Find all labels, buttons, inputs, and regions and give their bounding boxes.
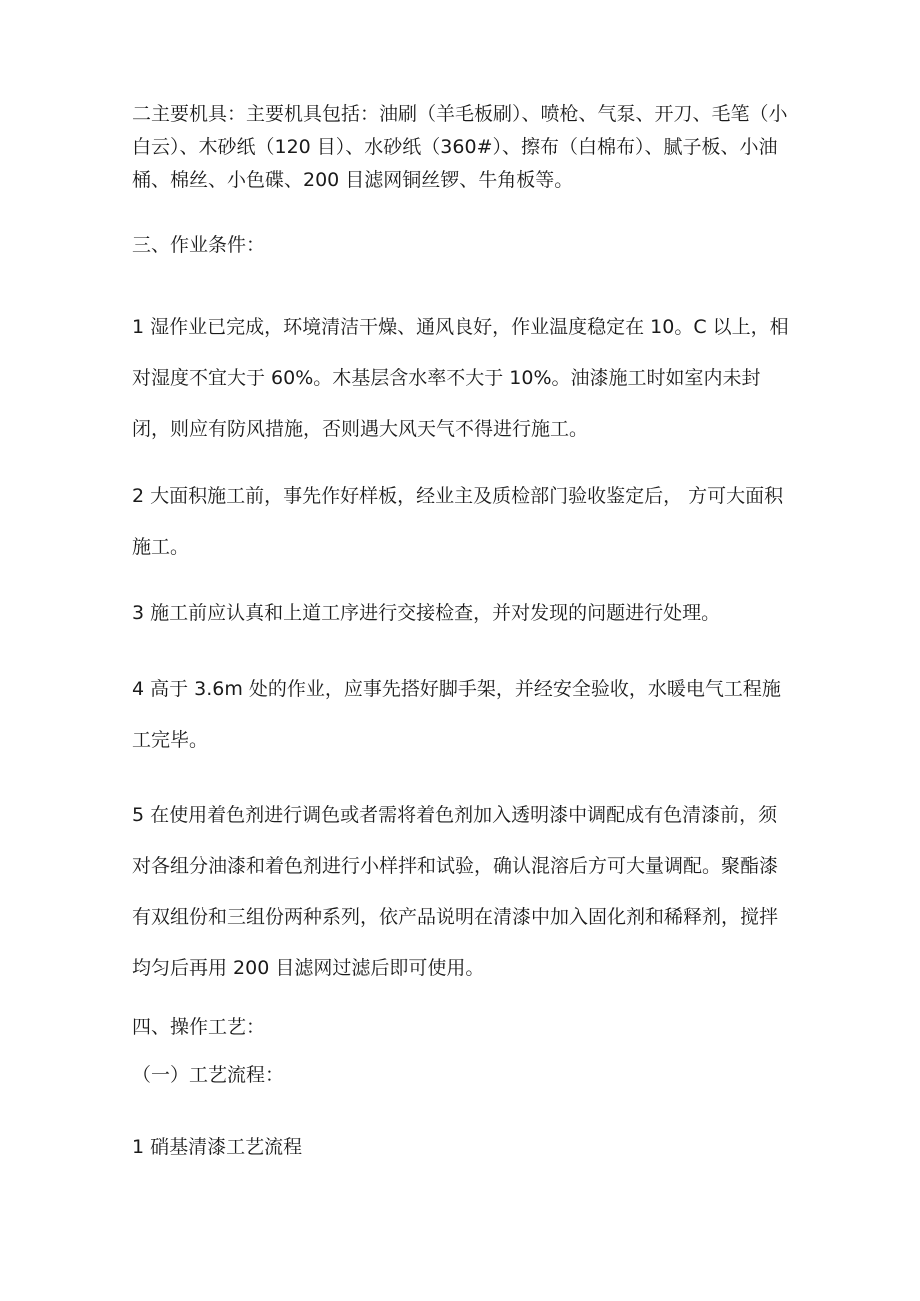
condition-4-paragraph: 4 高于 3.6m 处的作业，应事先搭好脚手架，并经安全验收，水暖电气工程施工完毕。 — [132, 678, 781, 751]
condition-5-paragraph: 5 在使用着色剂进行调色或者需将着色剂加入透明漆中调配成有色清漆前，须对各组分油漆和着色剂进行小样拌和试验，确认混溶后方可大量调配。聚酯漆有双组份和三组份两种系列，依产品说明在清漆中加入固化剂和稀释剂，搅拌均匀后再用 200 目滤网过滤后即可使用。 — [132, 804, 779, 979]
condition-1-paragraph: 1 湿作业已完成，环境清洁干燥、通风良好，作业温度稳定在 10。C 以上，相对湿度不宜大于 60%。木基层含水率不大于 10%。油漆施工时如室内未封闭，则应有防风措施，否则遇大风天气不得进行施工。 — [132, 316, 789, 440]
subsection-heading: （一）工艺流程： — [132, 1064, 285, 1086]
section-4-heading: 四、操作工艺： — [132, 1016, 266, 1038]
step-1-heading: 1 硝基清漆工艺流程 — [132, 1136, 303, 1158]
section-3-heading: 三、作业条件： — [132, 234, 266, 256]
tools-paragraph: 二主要机具：主要机具包括：油刷（羊毛板刷）、喷枪、气泵、开刀、毛笔（小白云）、木砂纸（120 目）、水砂纸（360#）、擦布（白棉布）、腻子板、小油桶、棉丝、小色碟、200 目滤网铜丝锣、牛角板等。 — [132, 103, 788, 191]
condition-2-paragraph: 2 大面积施工前，事先作好样板，经业主及质检部门验收鉴定后， 方可大面积施工。 — [132, 485, 784, 558]
condition-3-paragraph: 3 施工前应认真和上道工序进行交接检查，并对发现的问题进行处理。 — [132, 602, 721, 624]
